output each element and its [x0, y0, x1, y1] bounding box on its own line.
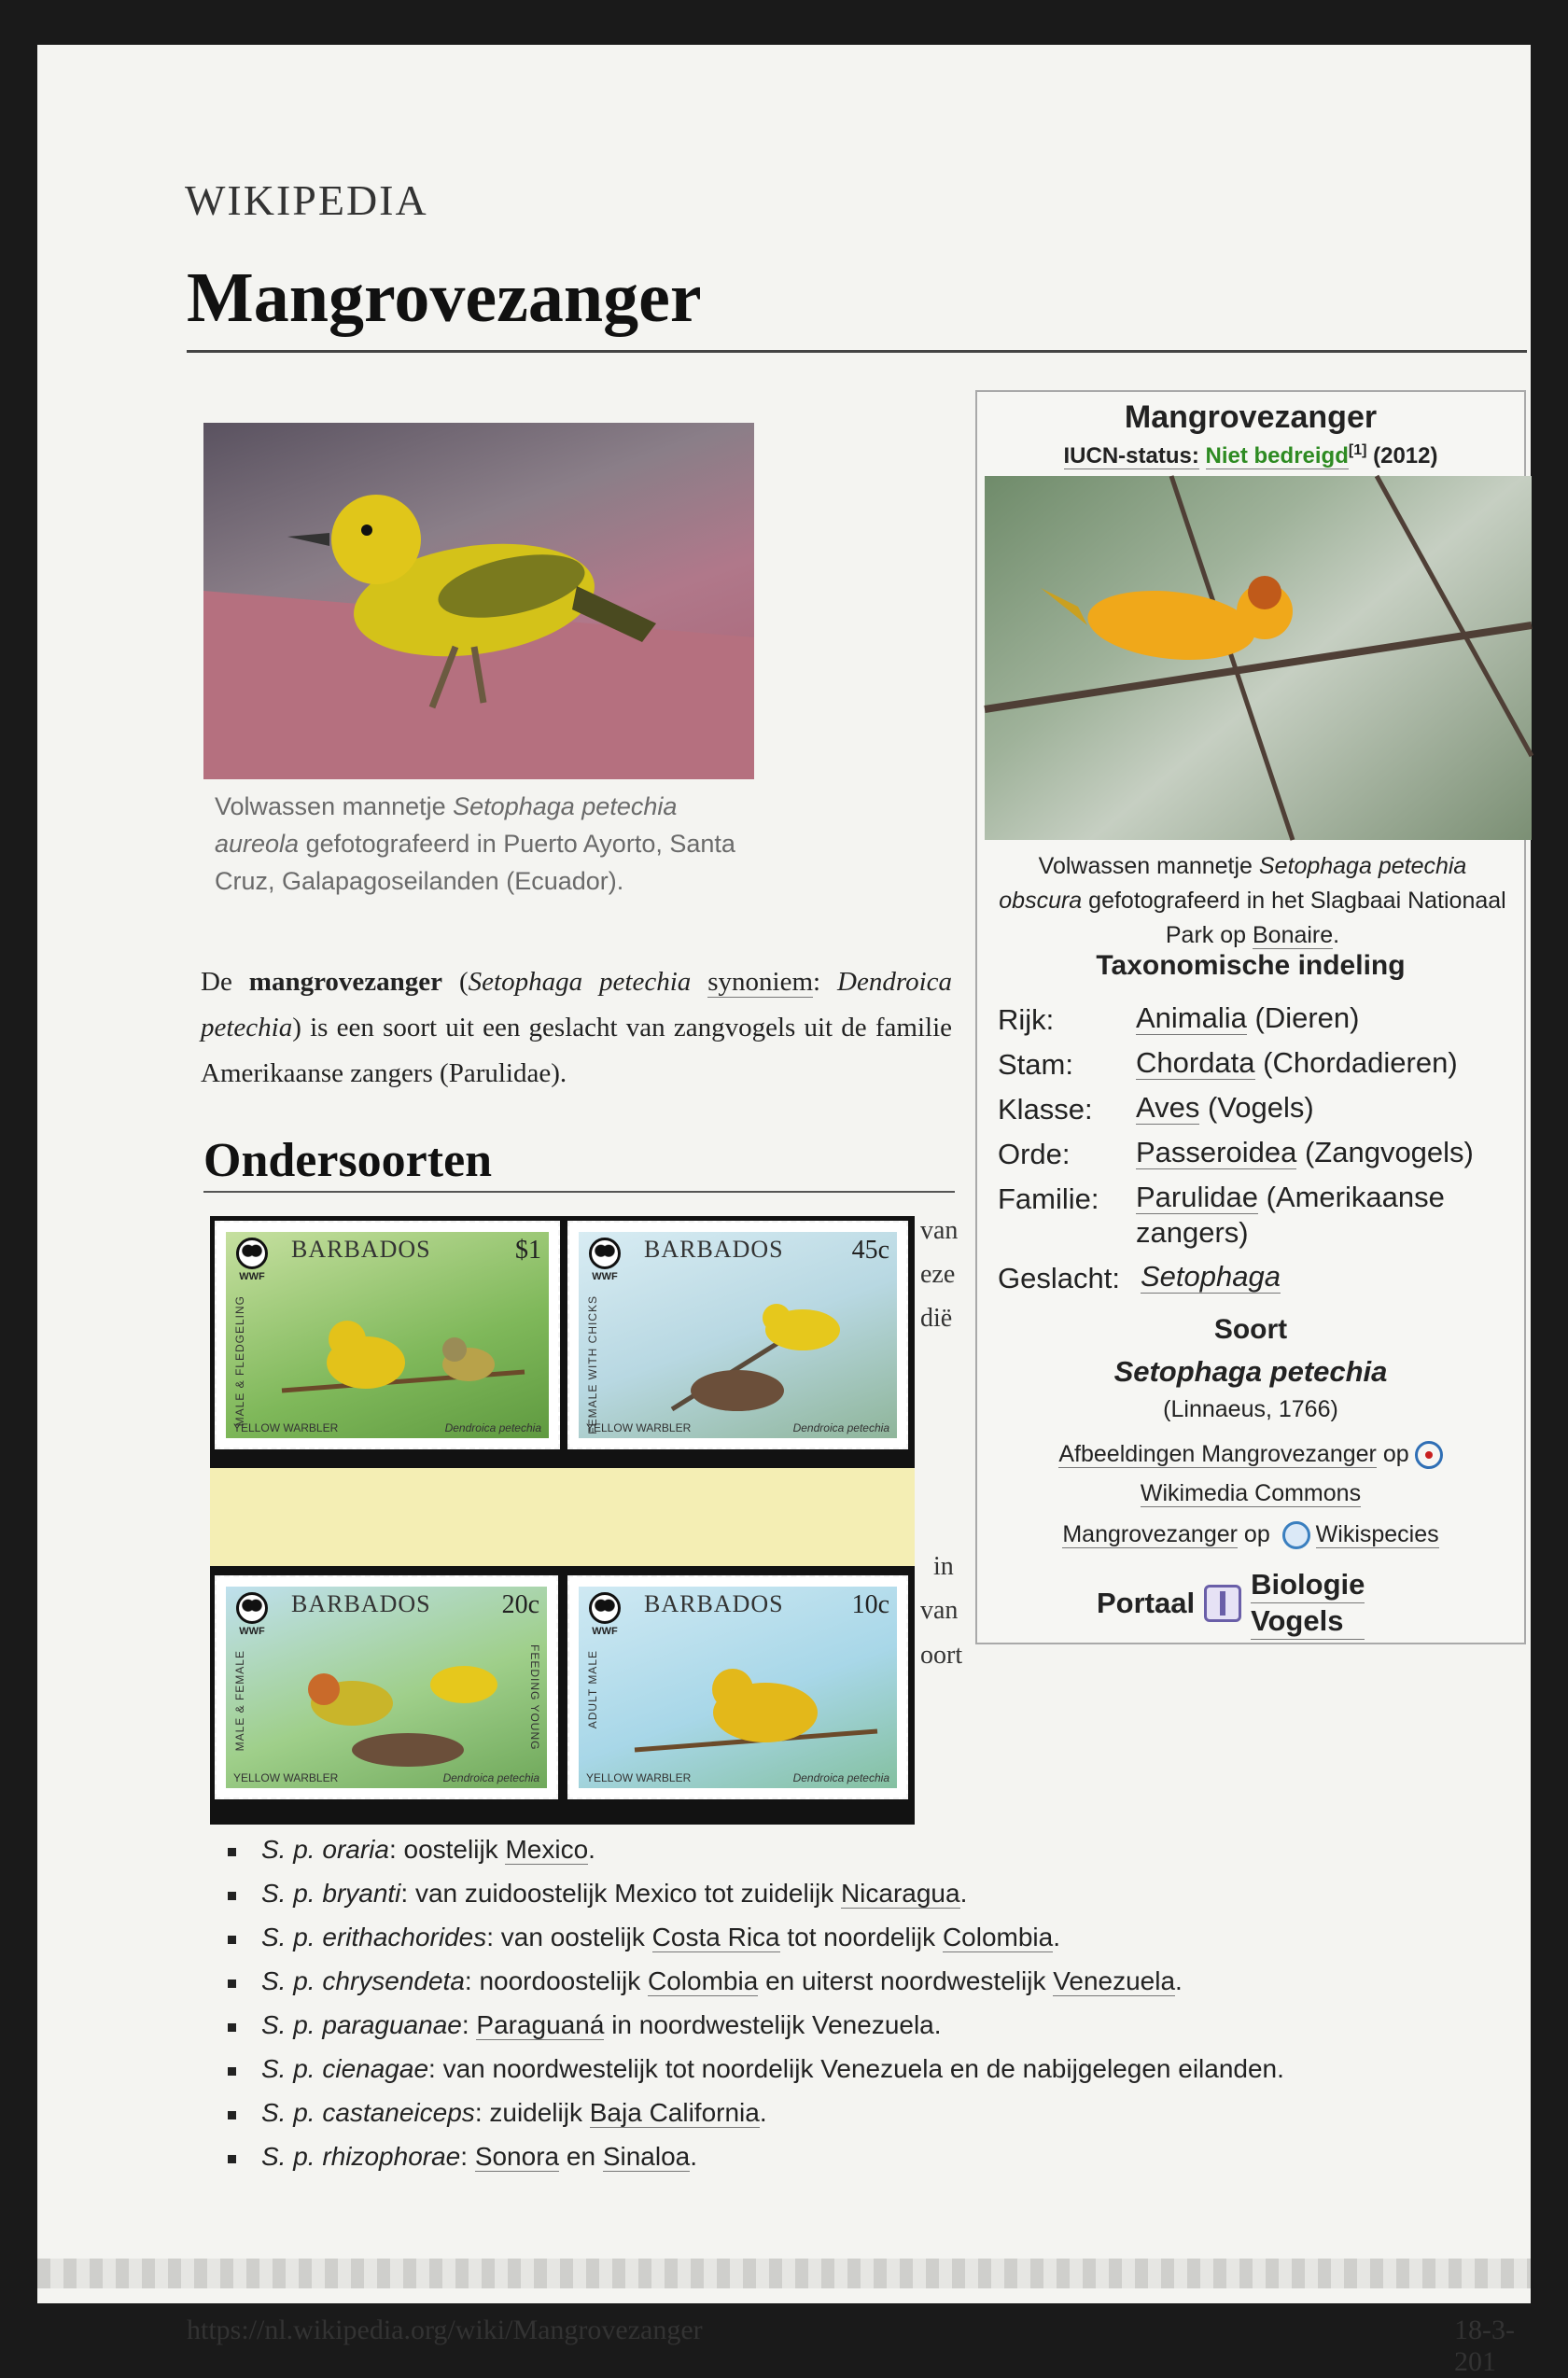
wikispecies-page-link[interactable]: Mangrovezanger	[1062, 1521, 1238, 1547]
wikimedia-commons-icon	[1415, 1441, 1443, 1469]
subspecies-text: : van oostelijk	[486, 1923, 652, 1951]
peek-text: van	[920, 1216, 959, 1245]
subspecies-name: S. p. rhizophorae	[261, 2142, 461, 2171]
subspecies-text: : oostelijk	[388, 1835, 506, 1864]
subspecies-text: : van noordwestelijk tot noordelijk Venezuela en de nabijgelegen eilanden.	[428, 2054, 1284, 2083]
stamp-value: $1	[515, 1236, 541, 1265]
subspecies-text: en	[559, 2142, 603, 2171]
stamp-mount-strip	[210, 1468, 915, 1566]
taxonomy-value	[1136, 1135, 1474, 1170]
stamp-side-label: MALE & FEMALE	[233, 1650, 246, 1752]
caption-text: Volwassen mannetje	[1038, 853, 1259, 879]
taxonomy-heading: Taxonomische indeling	[1096, 950, 1406, 981]
bonaire-link[interactable]: Bonaire	[1252, 922, 1334, 948]
list-item	[222, 2010, 1284, 2054]
stamp-value: 45c	[851, 1236, 889, 1265]
iucn-value-link[interactable]: Niet bedreigd	[1205, 443, 1349, 469]
warbler-photo-right	[985, 476, 1532, 840]
taxonomy-key: Geslacht:	[998, 1262, 1120, 1294]
subspecies-name: S. p. erithachorides	[261, 1923, 487, 1951]
stamp-country: BARBADOS	[644, 1590, 784, 1617]
commons-link-line-2	[977, 1480, 1524, 1507]
animalia-link[interactable]: Animalia	[1136, 1001, 1247, 1034]
wwf-panda-icon: WWF	[231, 1238, 273, 1288]
commons-link[interactable]: Afbeeldingen Mangrovezanger	[1058, 1441, 1377, 1467]
stamp-footer-left: YELLOW WARBLER	[586, 1421, 692, 1434]
peek-text: oort	[920, 1641, 963, 1670]
taxonomy-key: Stam:	[998, 1048, 1073, 1081]
stamp-45-cents	[567, 1221, 908, 1449]
subspecies-name: S. p. oraria	[261, 1835, 389, 1864]
wikispecies-line	[977, 1521, 1524, 1549]
stamp-10-cents	[567, 1575, 908, 1799]
stamp-bird-icon	[277, 1638, 520, 1769]
subspecies-text: in noordwestelijk Venezuela.	[604, 2010, 942, 2039]
paraguana-link[interactable]: Paraguaná	[476, 2010, 605, 2039]
stamp-side-label: FEMALE WITH CHICKS	[586, 1295, 599, 1434]
taxobox-caption	[996, 849, 1509, 953]
stamp-footer-right: Dendroica petechia	[444, 1421, 541, 1434]
taxobox	[975, 390, 1526, 1644]
caption-species: Setophaga petechia aureola	[215, 792, 678, 858]
subspecies-text: .	[759, 2098, 767, 2127]
stamp-bird-icon	[635, 1279, 877, 1419]
iucn-status-link[interactable]: IUCN-status:	[1063, 443, 1199, 469]
stamp-footer-right: Dendroica petechia	[792, 1771, 889, 1784]
subspecies-name: S. p. chrysendeta	[261, 1966, 465, 1995]
passeroidea-link[interactable]: Passeroidea	[1136, 1136, 1297, 1168]
caption-text: gefotografeerd in het Slagbaai Nationaal Park op	[1082, 888, 1506, 948]
left-photo-caption	[215, 788, 756, 900]
commons-link-line	[977, 1441, 1524, 1469]
species-author	[977, 1396, 1524, 1423]
intro-text: De	[201, 967, 249, 997]
stamp-footer-left: YELLOW WARBLER	[233, 1771, 339, 1784]
setophaga-link[interactable]: Setophaga	[1141, 1260, 1281, 1293]
taxonomy-extra: (Chordadieren)	[1254, 1046, 1458, 1079]
subspecies-name: S. p. bryanti	[261, 1879, 401, 1908]
subspecies-text: :	[461, 2010, 477, 2039]
portal-puzzle-icon	[1204, 1585, 1241, 1622]
subspecies-text: tot noordelijk	[779, 1923, 943, 1951]
subspecies-text: en uiterst noordwestelijk	[758, 1966, 1054, 1995]
subspecies-text: :	[460, 2142, 475, 2171]
subspecies-text: .	[690, 2142, 697, 2171]
footer-date: 18-3-201	[1454, 2315, 1515, 2377]
subspecies-text: : zuidelijk	[474, 2098, 590, 2127]
warbler-illustration-left	[203, 423, 754, 779]
intro-text: ) is een soort uit een geslacht van zangvogels uit de familie Amerikaanse zangers (Parulidae).	[201, 1013, 952, 1088]
title-divider	[187, 350, 1527, 353]
wwf-panda-icon: WWF	[584, 1592, 625, 1643]
peek-text: dië	[920, 1304, 953, 1333]
album-binder-strip	[37, 2259, 1531, 2288]
list-item	[222, 2054, 1284, 2098]
peek-text: van	[920, 1596, 959, 1625]
portal-vogels-link[interactable]: Vogels	[1251, 1603, 1365, 1640]
species-heading: Soort	[1213, 1314, 1288, 1345]
stamp-side-label-right: FEEDING YOUNG	[528, 1644, 541, 1751]
taxonomy-key: Familie:	[998, 1182, 1099, 1215]
warbler-illustration-right	[985, 476, 1532, 840]
footer-url: https://nl.wikipedia.org/wiki/Mangrovezanger	[187, 2315, 703, 2345]
stamp-footer-right: Dendroica petechia	[792, 1421, 889, 1434]
taxonomy-key: Klasse:	[998, 1093, 1093, 1126]
list-item	[222, 2098, 1284, 2142]
wikipedia-logo: WIKIPEDIA	[185, 176, 428, 224]
portal-biologie-link[interactable]: Biologie	[1251, 1567, 1365, 1603]
intro-paragraph	[201, 959, 952, 1097]
taxonomy-extra: (Amerikaanse zangers)	[1136, 1181, 1445, 1249]
subspecies-name: S. p. cienagae	[261, 2054, 429, 2083]
subspecies-text: .	[1053, 1923, 1060, 1951]
caption-text: .	[1333, 922, 1340, 948]
intro-synonym-name: Dendroica petechia	[201, 967, 952, 1042]
taxonomy-value	[1136, 1045, 1458, 1081]
stamp-20-cents	[215, 1575, 558, 1799]
stamp-bird-icon	[635, 1638, 877, 1769]
stamp-value: 20c	[501, 1590, 539, 1619]
intro-text: :	[813, 967, 838, 997]
taxonomy-key: Orde:	[998, 1138, 1071, 1170]
album-page	[37, 45, 1531, 2377]
taxonomy-key: Rijk:	[998, 1003, 1055, 1036]
taxonomy-row-familie	[998, 1182, 1138, 1216]
portal-label: Portaal	[1097, 1587, 1196, 1619]
page-title: Mangrovezanger	[187, 259, 702, 337]
chordata-link[interactable]: Chordata	[1136, 1046, 1255, 1079]
stamp-country: BARBADOS	[291, 1590, 431, 1617]
list-item	[222, 1879, 1284, 1923]
stamp-1-dollar	[215, 1221, 560, 1449]
baja-california-link[interactable]: Baja California	[589, 2098, 760, 2127]
colombia-link[interactable]: Colombia	[942, 1923, 1054, 1951]
aves-link[interactable]: Aves	[1136, 1091, 1200, 1124]
peek-text: in	[933, 1552, 954, 1581]
list-item	[222, 1966, 1284, 2010]
wikispecies-op: op	[1237, 1521, 1277, 1547]
subspecies-text: .	[588, 1835, 595, 1864]
stamp-value: 10c	[851, 1590, 889, 1619]
iucn-status	[977, 442, 1524, 469]
caption-species: Setophaga petechia obscura	[999, 853, 1467, 914]
intro-text: (	[442, 967, 469, 997]
subspecies-text: .	[959, 1879, 968, 1908]
taxonomy-row-stam	[998, 1048, 1138, 1082]
venezuela-link[interactable]: Venezuela	[1053, 1966, 1176, 1995]
list-item	[222, 2142, 1284, 2186]
caption-text: Volwassen mannetje	[215, 792, 454, 820]
stamp-footer-left: YELLOW WARBLER	[233, 1421, 339, 1434]
list-item	[222, 1835, 1284, 1879]
subspecies-text: .	[1175, 1966, 1183, 1995]
stamp-footer-left: YELLOW WARBLER	[586, 1771, 692, 1784]
stamp-country: BARBADOS	[291, 1236, 431, 1263]
section-divider	[203, 1191, 955, 1193]
wikispecies-icon	[1282, 1521, 1310, 1549]
portal-row	[1097, 1568, 1365, 1639]
nicaragua-link[interactable]: Nicaragua	[840, 1879, 960, 1908]
section-title-ondersoorten: Ondersoorten	[203, 1134, 493, 1187]
subspecies-name: S. p. castaneiceps	[261, 2098, 475, 2127]
taxonomy-value	[1136, 1000, 1359, 1036]
taxonomy-value	[1136, 1090, 1314, 1126]
caption-text: gefotografeerd in Puerto Ayorto, Santa Cruz, Galapagoseilanden (Ecuador).	[215, 830, 735, 895]
taxonomy-row-rijk	[998, 1003, 1138, 1037]
stamp-bird-icon	[282, 1288, 525, 1419]
wikispecies-link[interactable]: Wikispecies	[1315, 1521, 1439, 1547]
portal-links	[1251, 1567, 1365, 1640]
intro-text	[691, 967, 707, 997]
parulidae-link[interactable]: Parulidae	[1136, 1181, 1258, 1213]
wikimedia-commons-link[interactable]: Wikimedia Commons	[1140, 1480, 1362, 1506]
synoniem-link[interactable]: synoniem	[707, 967, 814, 997]
taxonomy-row-klasse	[998, 1093, 1138, 1126]
stamp-country: BARBADOS	[644, 1236, 784, 1263]
list-item	[222, 1923, 1284, 1966]
subspecies-list	[222, 1835, 1284, 2186]
reference-link[interactable]: [1]	[1348, 442, 1367, 458]
peek-text: eze	[920, 1260, 956, 1289]
iucn-year: (2012)	[1373, 443, 1438, 469]
costa-rica-link[interactable]: Costa Rica	[651, 1923, 780, 1951]
intro-scientific-name: Setophaga petechia	[468, 967, 692, 997]
taxobox-title: Mangrovezanger	[1124, 399, 1378, 435]
mexico-link[interactable]: Mexico	[505, 1835, 589, 1864]
warbler-photo-left	[203, 423, 754, 779]
subspecies-text: : van zuidoostelijk Mexico tot zuidelijk	[400, 1879, 841, 1908]
stamp-side-label: ADULT MALE	[586, 1650, 599, 1729]
species-name: Setophaga petechia	[1113, 1355, 1388, 1388]
intro-bold-name: mangrovezanger	[248, 967, 443, 997]
wwf-panda-icon: WWF	[231, 1592, 273, 1643]
taxonomy-extra: (Dieren)	[1246, 1001, 1360, 1034]
stamp-side-label: MALE & FLEDGELING	[233, 1295, 246, 1427]
taxonomy-extra: (Vogels)	[1199, 1091, 1314, 1124]
colombia-link[interactable]: Colombia	[648, 1966, 759, 1995]
linnaeus-link[interactable]: (Linnaeus, 1766)	[1163, 1396, 1338, 1422]
taxonomy-extra: (Zangvogels)	[1296, 1136, 1474, 1168]
taxonomy-row-geslacht	[998, 1262, 1138, 1295]
taxonomy-row-orde	[998, 1138, 1138, 1171]
commons-op: op	[1376, 1441, 1409, 1467]
sonora-link[interactable]: Sonora	[474, 2142, 560, 2171]
wwf-panda-icon: WWF	[584, 1238, 625, 1288]
taxonomy-value	[1141, 1259, 1281, 1294]
subspecies-text: : noordoostelijk	[464, 1966, 649, 1995]
subspecies-name: S. p. paraguanae	[261, 2010, 462, 2039]
stamp-footer-right: Dendroica petechia	[442, 1771, 539, 1784]
sinaloa-link[interactable]: Sinaloa	[602, 2142, 691, 2171]
taxonomy-value	[1136, 1180, 1509, 1251]
